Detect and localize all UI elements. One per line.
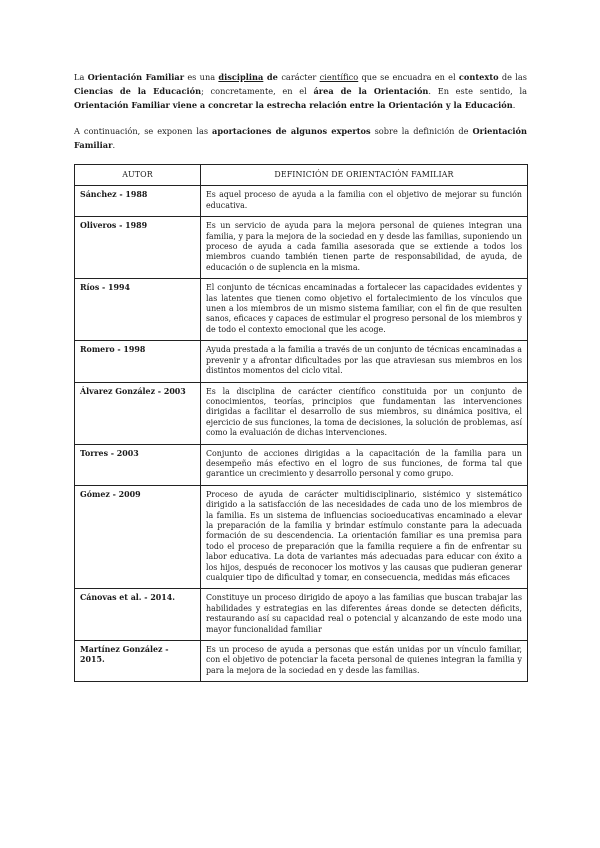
definition-cell: Es la disciplina de carácter científico constituida por un conjunto de conocimientos, teorías, principios que fundamentan las intervenciones dirigidas a facilitar el desarrollo de sus miembros, su dinámica positiva, el ejercicio de sus funciones, la toma de decisiones, la solución de problemas, así como la evaluación de dichas intervenciones.: [201, 382, 528, 444]
definition-cell: Proceso de ayuda de carácter multidisciplinario, sistémico y sistemático dirigido a la satisfacción de las necesidades de cada uno de los miembros de la familia. Es un sistema de influencias socioeducativas encaminado a elevar la preparación de la familia y brindar estímulo constante para la adecuada formación de su descendencia. La orientación familiar es una premisa para todo el proceso de preparación que la familia requiere a fin de enfrentar su labor educativa. La dota de variantes más adecuadas para educar con éxito a los hijos, después de reconocer los motivos y las causas que pudieran generar cualquier tipo de dificultad y tomar, en consecuencia, medidas más eficaces: [201, 485, 528, 589]
intro-p2-span: .: [112, 140, 116, 150]
intro-p1-span: científico: [319, 72, 359, 82]
table-body: [75, 186, 528, 682]
definitions-table: [74, 164, 528, 682]
intro-p1-span: .: [512, 100, 516, 110]
intro-p2-span: sobre la definición de: [370, 126, 473, 136]
definition-cell: Conjunto de acciones dirigidas a la capacitación de la familia para un desempeño más efectivo en el logro de sus funciones, de forma tal que garantice un crecimiento y desarrollo personal y como grupo.: [201, 444, 528, 485]
intro-p1-span: que se encuadra en el: [358, 72, 459, 82]
header-author: AUTOR: [75, 165, 201, 186]
intro-p1-span: disciplina: [218, 72, 264, 82]
author-cell: Martínez González - 2015.: [75, 641, 201, 682]
author-cell: Oliveros - 1989: [75, 217, 201, 279]
intro-p1-span: de las: [498, 72, 527, 82]
table-header-row: [75, 165, 528, 186]
intro-p1-span: Ciencias de la Educación: [74, 86, 202, 96]
intro-p1-span: carácter: [281, 72, 317, 82]
table-row: [75, 186, 528, 217]
intro-p2-span: A continuación, se exponen las: [74, 126, 213, 136]
author-cell: Sánchez - 1988: [75, 186, 201, 217]
intro-p2-span: aportaciones de algunos expertos: [212, 126, 371, 136]
intro-p1-span: Orientación Familiar: [87, 72, 185, 82]
intro-p1-span: área: [313, 86, 334, 96]
document-content: [74, 70, 527, 682]
author-cell: Torres - 2003: [75, 444, 201, 485]
intro-p1-span: de: [263, 72, 282, 82]
table-row: [75, 485, 528, 589]
header-definition: DEFINICIÓN DE ORIENTACIÓN FAMILIAR: [201, 165, 528, 186]
intro-paragraph-2: [74, 124, 527, 152]
definition-cell: Es aquel proceso de ayuda a la familia con el objetivo de mejorar su función educativa.: [201, 186, 528, 217]
definition-cell: Es un proceso de ayuda a personas que están unidas por un vínculo familiar, con el objetivo de potenciar la faceta personal de quienes integran la familia y para la mejora de la sociedad en y desde las familias.: [201, 641, 528, 682]
table-row: [75, 444, 528, 485]
intro-p1-span: . En este sentido, la: [428, 86, 527, 96]
author-cell: Álvarez González - 2003: [75, 382, 201, 444]
table-row: [75, 341, 528, 382]
author-cell: Ríos - 1994: [75, 279, 201, 341]
table-row: [75, 589, 528, 641]
author-cell: Cánovas et al. - 2014.: [75, 589, 201, 641]
intro-p1-span: es una: [184, 72, 219, 82]
definition-cell: El conjunto de técnicas encaminadas a fortalecer las capacidades evidentes y las latentes que tienen como objetivo el fortalecimiento de los vínculos que unen a los miembros de un mismo sistema familiar, con el fin de que resulten sanos, eficaces y capaces de estimular el progreso personal de los miembros y de todo el contexto emocional que les acoge.: [201, 279, 528, 341]
intro-p1-span: ; concretamente, en el: [201, 86, 314, 96]
intro-p1-span: contexto: [458, 72, 499, 82]
author-cell: Romero - 1998: [75, 341, 201, 382]
intro-paragraph-1: [74, 70, 527, 112]
definition-cell: Ayuda prestada a la familia a través de un conjunto de técnicas encaminadas a prevenir y a afrontar dificultades por las que atraviesan sus miembros en los distintos momentos del ciclo vital.: [201, 341, 528, 382]
table-row: [75, 641, 528, 682]
author-cell: Gómez - 2009: [75, 485, 201, 589]
table-row: [75, 382, 528, 444]
intro-p2-span: Orientación Familiar: [74, 126, 528, 150]
intro-p1-span: La: [74, 72, 88, 82]
definition-cell: Constituye un proceso dirigido de apoyo a las familias que buscan trabajar las habilidades y estrategias en las diferentes áreas donde se detecten déficits, restaurando así su capacidad real o potencial y alcanzando de este modo una mayor funcionalidad familiar: [201, 589, 528, 641]
table-row: [75, 279, 528, 341]
table-row: [75, 217, 528, 279]
definition-cell: Es un servicio de ayuda para la mejora personal de quienes integran una familia, y para la mejora de la sociedad en y desde las familias, suponiendo un proceso de ayuda a cada familia asesorada que se extiende a todos los miembros cuando también tienen parte de responsabilidad, de ayuda, de educación o de suplencia en la misma.: [201, 217, 528, 279]
intro-p1-span: de la Orientación: [333, 86, 429, 96]
intro-p1-span: Orientación Familiar viene a concretar la estrecha relación entre la Orientación y la Educación: [74, 100, 513, 110]
